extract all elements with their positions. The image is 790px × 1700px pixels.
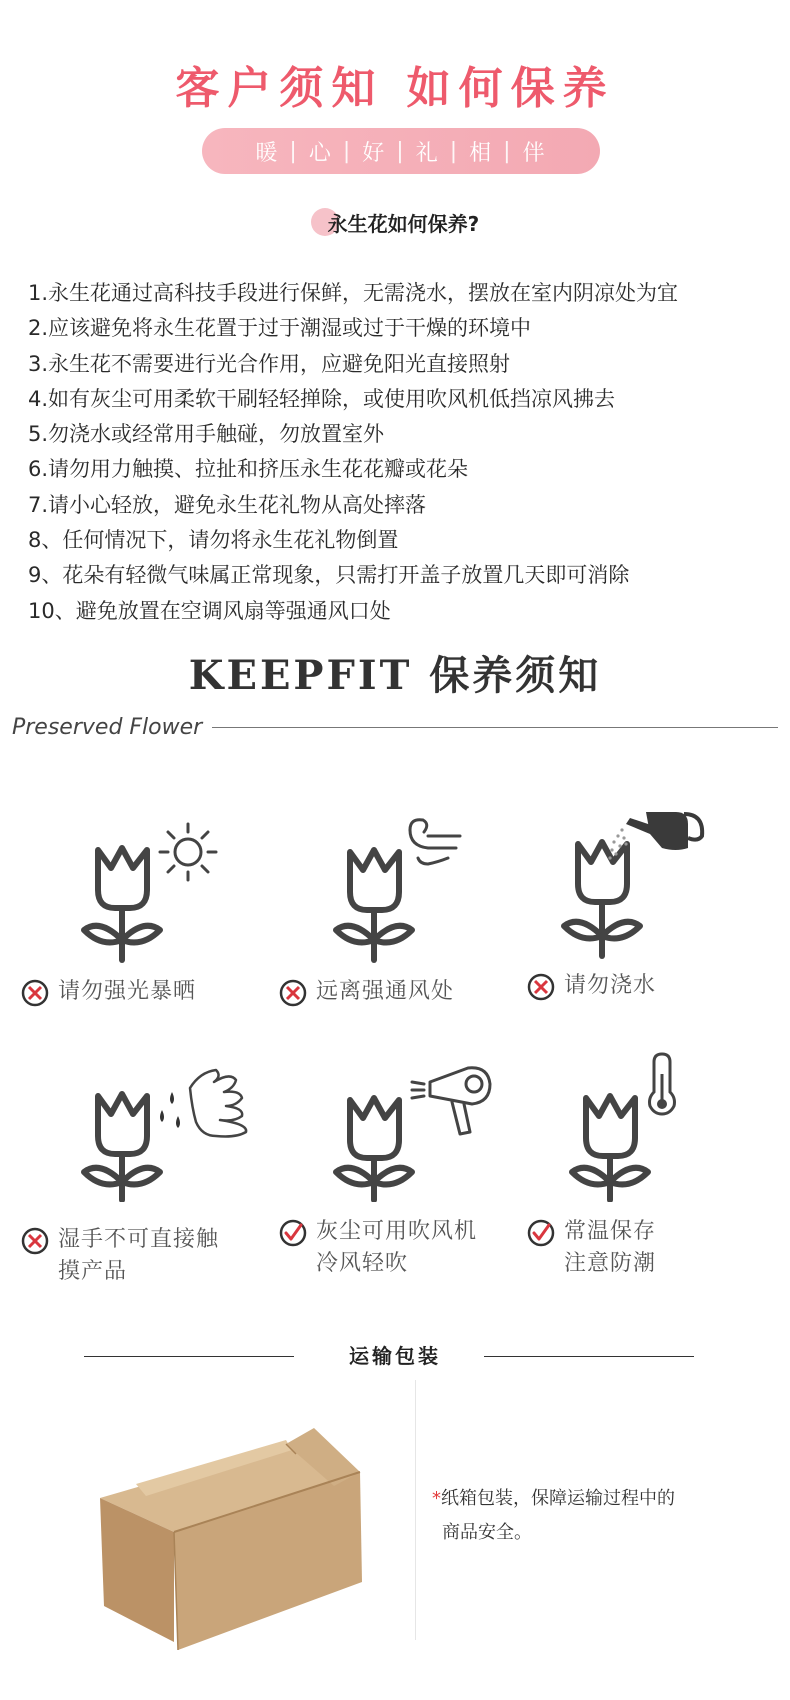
tagline-char: 暖 — [255, 140, 280, 166]
care-caption — [526, 1216, 656, 1280]
care-tip: 6.请勿用力触摸、拉扯和挤压永生花花瓣或花朵 — [28, 457, 469, 482]
wet-hand-icon — [20, 1052, 260, 1202]
caption-text — [58, 1224, 219, 1288]
page-title: 客户须知 如何保养 — [175, 63, 615, 114]
care-tip: 7.请小心轻放，避免永生花礼物从高处摔落 — [28, 492, 427, 517]
required-star: * — [432, 1488, 441, 1509]
care-heading — [0, 208, 790, 237]
divider-line — [212, 727, 778, 728]
care-card-wind — [278, 790, 528, 1030]
forbidden-icon — [526, 972, 556, 1002]
care-tip: 2.应该避免将永生花置于过于潮湿或过于干燥的环境中 — [28, 316, 532, 341]
vertical-divider — [415, 1380, 416, 1640]
care-tip: 5.勿浇水或经常用手触碰，勿放置室外 — [28, 422, 385, 447]
shipping-title: 运输包装 — [349, 1344, 441, 1368]
caption-text — [316, 1216, 477, 1280]
shipping-note-line: 纸箱包装，保障运输过程中的 — [441, 1488, 675, 1509]
forbidden-icon — [20, 978, 50, 1008]
preserved-flower-label: Preserved Flower — [12, 714, 203, 740]
cardboard-box-image — [90, 1410, 380, 1660]
tagline-pill: 暖 | 心 | 好 | 礼 | 相 | 伴 — [202, 128, 600, 174]
check-icon — [526, 1218, 556, 1248]
thermometer-icon — [526, 1052, 756, 1202]
caption-line: 湿手不可直接触 — [58, 1227, 220, 1252]
caption-text: 请勿强光暴晒 — [58, 979, 197, 1004]
care-card-hair-dryer — [278, 1052, 528, 1292]
care-tip: 8、任何情况下，请勿将永生花礼物倒置 — [28, 528, 399, 553]
caption-text — [564, 1216, 656, 1280]
caption-line: 常温保存 — [564, 1219, 657, 1244]
divider-line — [484, 1356, 694, 1357]
watering-can-icon — [526, 790, 756, 970]
tagline-char: 好 — [362, 140, 387, 166]
hair-dryer-icon — [278, 1052, 518, 1202]
caption-text: 请勿浇水 — [564, 973, 657, 998]
sun-icon — [20, 790, 250, 970]
caption-line: 灰尘可用吹风机 — [316, 1219, 478, 1244]
caption-text: 远离强通风处 — [316, 979, 455, 1004]
tagline-char: 伴 — [522, 140, 547, 166]
caption-line: 注意防潮 — [564, 1251, 657, 1276]
care-heading-text: 永生花如何保养? — [327, 212, 480, 236]
care-tips-list — [28, 276, 768, 629]
keepfit-title: KEEPFIT 保养须知 — [188, 652, 602, 699]
care-card-thermometer — [526, 1052, 776, 1292]
care-caption — [526, 970, 656, 1002]
care-caption — [278, 1216, 477, 1280]
care-caption — [20, 1224, 219, 1288]
forbidden-icon — [20, 1226, 50, 1256]
care-tip: 1.永生花通过高科技手段进行保鲜，无需浇水，摆放在室内阴凉处为宜 — [28, 281, 679, 305]
shipping-note — [432, 1482, 732, 1550]
care-caption — [278, 976, 454, 1008]
preserved-flower-divider — [12, 712, 778, 742]
care-card-watering — [526, 790, 776, 1030]
shipping-note-line: 商品安全。 — [442, 1522, 532, 1543]
wind-icon — [278, 790, 508, 970]
care-tip: 4.如有灰尘可用柔软干刷轻轻掸除，或使用吹风机低挡凉风拂去 — [28, 386, 616, 411]
forbidden-icon — [278, 978, 308, 1008]
tagline-char: 心 — [308, 140, 333, 166]
check-icon — [278, 1218, 308, 1248]
caption-line: 摸产品 — [58, 1259, 128, 1284]
care-card-wet-hand — [20, 1052, 270, 1292]
care-caption — [20, 976, 196, 1008]
care-tip: 9、花朵有轻微气味属正常现象，只需打开盖子放置几天即可消除 — [28, 563, 630, 588]
tagline-char: 礼 — [415, 140, 440, 166]
care-tip: 3.永生花不需要进行光合作用，应避免阳光直接照射 — [28, 351, 511, 376]
caption-line: 冷风轻吹 — [316, 1251, 409, 1276]
shipping-header — [0, 1338, 790, 1374]
tagline-char: 相 — [469, 140, 494, 166]
care-tip: 10、避免放置在空调风扇等强通风口处 — [28, 598, 391, 623]
care-card-sun — [20, 790, 270, 1030]
